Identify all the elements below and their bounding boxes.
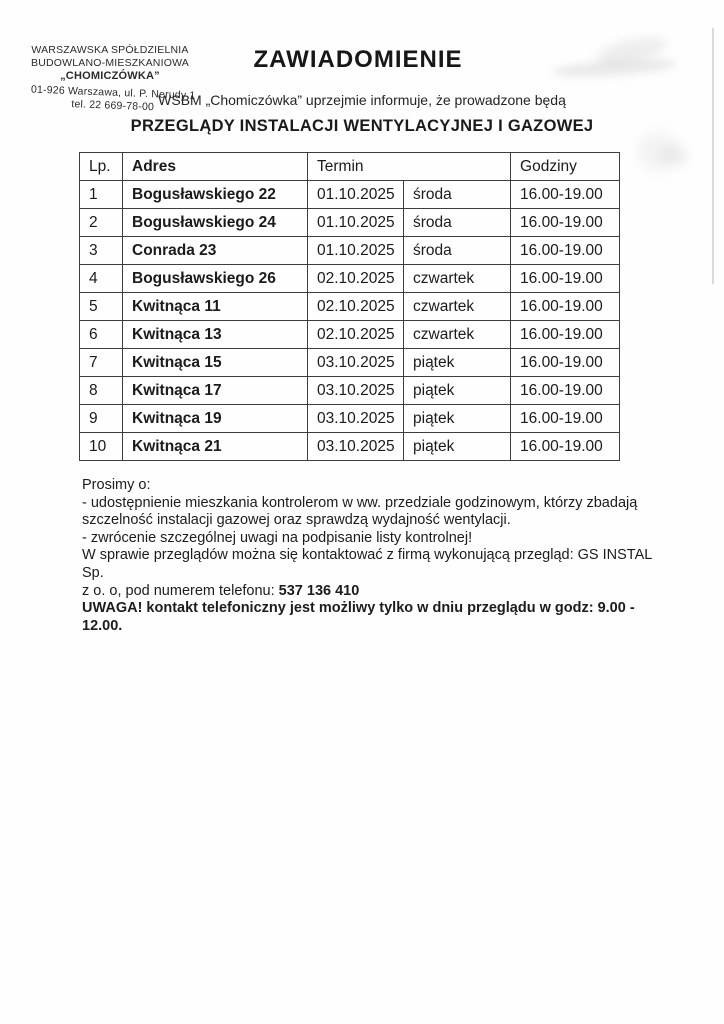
table-row xyxy=(80,349,620,377)
scan-edge-line xyxy=(712,28,714,284)
column-header-hours: Godziny xyxy=(511,153,620,181)
cell-lp: 2 xyxy=(80,209,123,237)
table-row xyxy=(80,265,620,293)
cell-lp: 10 xyxy=(80,433,123,461)
cell-day: piątek xyxy=(404,433,511,461)
cell-date: 02.10.2025 xyxy=(308,265,404,293)
table-row xyxy=(80,293,620,321)
table-row xyxy=(80,405,620,433)
table-header-row xyxy=(80,153,620,181)
cell-hours: 16.00-19.00 xyxy=(511,349,620,377)
cell-address: Kwitnąca 21 xyxy=(123,433,308,461)
cell-date: 01.10.2025 xyxy=(308,181,404,209)
footer-contact-prefix: z o. o, pod numerem telefonu: xyxy=(82,582,279,599)
footer-phone-number: 537 136 410 xyxy=(278,582,360,599)
footer-line-intro: Prosimy o: xyxy=(82,477,151,493)
cell-lp: 3 xyxy=(80,237,123,265)
table-row xyxy=(80,209,620,237)
cell-lp: 1 xyxy=(80,181,123,209)
column-header-lp: Lp. xyxy=(80,153,123,181)
scan-artifact-smudge xyxy=(660,146,690,166)
cell-address: Bogusławskiego 26 xyxy=(123,265,308,293)
footer-line-request-1a: - udostępnienie mieszkania kontrolerom w ww. przedziale godzinowym, którzy zbadają xyxy=(82,494,638,511)
cell-day: czwartek xyxy=(404,293,511,321)
cell-address: Kwitnąca 17 xyxy=(123,377,308,405)
cell-address: Bogusławskiego 24 xyxy=(123,209,308,237)
cell-date: 02.10.2025 xyxy=(308,293,404,321)
table-row xyxy=(80,377,620,405)
column-header-term: Termin xyxy=(308,153,511,181)
cell-hours: 16.00-19.00 xyxy=(511,293,620,321)
footer-line-contact-2 xyxy=(82,583,667,601)
notice-footer xyxy=(82,477,667,635)
inspection-heading: PRZEGLĄDY INSTALACJI WENTYLACYJNEJ I GAZOWEJ xyxy=(130,117,594,135)
page-title: ZAWIADOMIENIE xyxy=(253,46,463,73)
cell-lp: 9 xyxy=(80,405,123,433)
cell-day: środa xyxy=(404,181,511,209)
cell-date: 02.10.2025 xyxy=(308,321,404,349)
cell-day: czwartek xyxy=(404,265,511,293)
cell-address: Bogusławskiego 22 xyxy=(123,181,308,209)
table-row xyxy=(80,181,620,209)
cell-day: środa xyxy=(404,209,511,237)
cell-day: środa xyxy=(404,237,511,265)
cell-hours: 16.00-19.00 xyxy=(511,433,620,461)
cell-day: piątek xyxy=(404,349,511,377)
cell-day: czwartek xyxy=(404,321,511,349)
stamp-phone: tel. 22 669-78-00 xyxy=(71,98,155,114)
footer-line-request-1b: szczelność instalacji gazowej oraz sprawdzą wydajność wentylacji. xyxy=(82,512,511,529)
cell-address: Kwitnąca 19 xyxy=(123,405,308,433)
notice-subtitle: WSBM „Chomiczówka” uprzejmie informuje, że prowadzone będą xyxy=(158,92,566,108)
cell-date: 03.10.2025 xyxy=(308,349,404,377)
cell-date: 03.10.2025 xyxy=(308,405,404,433)
cell-lp: 8 xyxy=(80,377,123,405)
stamp-org-line-1: WARSZAWSKA SPÓŁDZIELNIA xyxy=(31,44,189,56)
cell-lp: 5 xyxy=(80,293,123,321)
cell-hours: 16.00-19.00 xyxy=(511,405,620,433)
stamp-org-line-2: BUDOWLANO-MIESZKANIOWA xyxy=(30,57,190,69)
cell-day: piątek xyxy=(404,377,511,405)
cell-day: piątek xyxy=(404,405,511,433)
cell-date: 01.10.2025 xyxy=(308,209,404,237)
cell-address: Kwitnąca 11 xyxy=(123,293,308,321)
stamp-org-name: „CHOMICZÓWKA” xyxy=(60,70,160,82)
cell-hours: 16.00-19.00 xyxy=(511,321,620,349)
cell-address: Kwitnąca 15 xyxy=(123,349,308,377)
cell-date: 03.10.2025 xyxy=(308,377,404,405)
cell-address: Kwitnąca 13 xyxy=(123,321,308,349)
inspection-schedule-table xyxy=(79,152,620,461)
cell-lp: 6 xyxy=(80,321,123,349)
cell-hours: 16.00-19.00 xyxy=(511,377,620,405)
cell-hours: 16.00-19.00 xyxy=(511,209,620,237)
footer-warning: UWAGA! kontakt telefoniczny jest możliwy tylko w dniu przeglądu w godz: 9.00 - 12.00. xyxy=(82,600,635,634)
cell-hours: 16.00-19.00 xyxy=(511,181,620,209)
cell-hours: 16.00-19.00 xyxy=(511,265,620,293)
footer-line-contact-1: W sprawie przeglądów można się kontaktować z firmą wykonującą przegląd: GS INSTAL Sp. xyxy=(82,547,652,581)
cell-date: 03.10.2025 xyxy=(308,433,404,461)
cell-lp: 7 xyxy=(80,349,123,377)
cell-address: Conrada 23 xyxy=(123,237,308,265)
stamp-address: 01-926 Warszawa, ul. P. Nerudy 1 xyxy=(30,83,196,102)
column-header-address: Adres xyxy=(123,153,308,181)
table-row xyxy=(80,237,620,265)
cell-hours: 16.00-19.00 xyxy=(511,237,620,265)
cell-date: 01.10.2025 xyxy=(308,237,404,265)
footer-line-request-2: - zwrócenie szczególnej uwagi na podpisanie listy kontrolnej! xyxy=(82,529,473,546)
table-row xyxy=(80,433,620,461)
table-row xyxy=(80,321,620,349)
cell-lp: 4 xyxy=(80,265,123,293)
